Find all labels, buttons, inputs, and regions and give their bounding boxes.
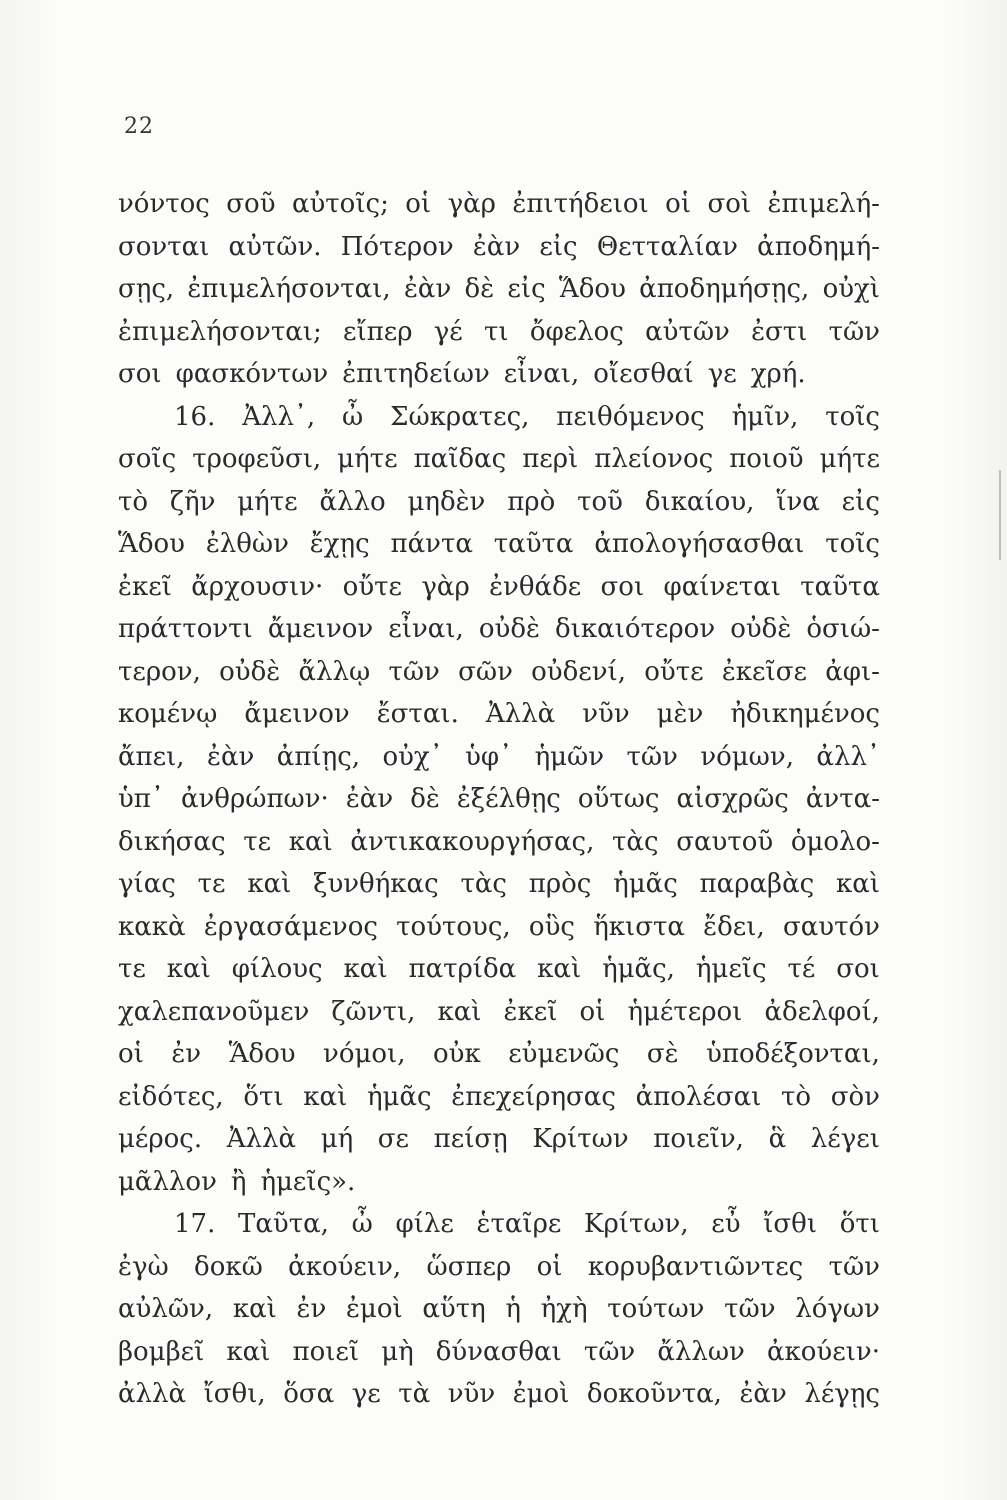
page-edge-shadow [999,470,1001,560]
text-line: τερον, οὐδὲ ἄλλῳ τῶν σῶν οὐδενί, οὔτε ἐκεῖσε ἀφι- [118,656,880,687]
text-line: οἱ ἐν Ἅδου νόμοι, οὐκ εὐμενῶς σὲ ὑποδέξονται, [118,1039,880,1069]
text-line: 16. Ἀλλ᾽, ὦ Σώκρατες, πειθόμενος ἡμῖν, τοῖς [174,401,880,432]
text-line: σοῖς τροφεῦσι, μήτε παῖδας περὶ πλείονος ποιοῦ μήτε [118,444,880,474]
text-line: βομβεῖ καὶ ποιεῖ μὴ δύνασθαι τῶν ἄλλων ἀκούειν· [118,1336,880,1367]
page-number: 22 [124,114,154,139]
text-line: νόντος σοῦ αὐτοῖς; οἱ γὰρ ἐπιτήδειοι οἱ σοὶ ἐπιμελή- [118,189,880,219]
text-line: μέρος. Ἀλλὰ μή σε πείσῃ Κρίτων ποιεῖν, ἃ λέγει [118,1124,880,1154]
text-line: ἐπιμελήσονται; εἴπερ γέ τι ὄφελος αὐτῶν ἐστι τῶν [118,316,880,347]
text-line: κομένῳ ἄμεινον ἔσται. Ἀλλὰ νῦν μὲν ἠδικημένος [118,699,880,729]
text-line: σονται αὐτῶν. Πότερον ἐὰν εἰς Θετταλίαν ἀποδημή- [118,231,880,262]
text-line: ἀλλὰ ἴσθι, ὅσα γε τὰ νῦν ἐμοὶ δοκοῦντα, ἐὰν λέγῃς [118,1379,880,1409]
text-line: μᾶλλον ἢ ἡμεῖς». [118,1166,356,1197]
text-line: εἰδότες, ὅτι καὶ ἡμᾶς ἐπεχείρησας ἀπολέσαι τὸ σὸν [118,1081,880,1112]
text-line: τὸ ζῆν μήτε ἄλλο μηδὲν πρὸ τοῦ δικαίου, ἵνα εἰς [118,486,880,517]
text-line: ἄπει, ἐὰν ἀπίῃς, οὐχ᾽ ὑφ᾽ ἡμῶν τῶν νόμων, ἀλλ᾽ [118,741,880,772]
text-line: χαλεπανοῦμεν ζῶντι, καὶ ἐκεῖ οἱ ἡμέτεροι ἀδελφοί, [118,996,880,1027]
text-line: 17. Ταῦτα, ὦ φίλε ἑταῖρε Κρίτων, εὖ ἴσθι ὅτι [174,1209,880,1239]
body-text [118,183,880,1416]
text-line: ἐγὼ δοκῶ ἀκούειν, ὥσπερ οἱ κορυβαντιῶντες τῶν [118,1251,880,1282]
text-line: γίας τε καὶ ξυνθήκας τὰς πρὸς ἡμᾶς παραβὰς καὶ [118,869,880,899]
text-line: σῃς, ἐπιμελήσονται, ἐὰν δὲ εἰς Ἅδου ἀποδημήσῃς, οὐχὶ [118,274,880,304]
text-line: σοι φασκόντων ἐπιτηδείων εἶναι, οἴεσθαί γε χρή. [118,359,806,389]
text-line: Ἅδου ἐλθὼν ἔχῃς πάντα ταῦτα ἀπολογήσασθαι τοῖς [118,529,880,559]
text-line: αὐλῶν, καὶ ἐν ἐμοὶ αὕτη ἡ ἠχὴ τούτων τῶν λόγων [118,1294,880,1324]
text-line: ἐκεῖ ἄρχουσιν· οὔτε γὰρ ἐνθάδε σοι φαίνεται ταῦτα [118,571,880,602]
text-line: κακὰ ἐργασάμενος τούτους, οὓς ἥκιστα ἔδει, σαυτόν [118,911,880,942]
text-line: ὑπ᾽ ἀνθρώπων· ἐὰν δὲ ἐξέλθῃς οὕτως αἰσχρῶς ἀντα- [118,784,880,814]
text-line: πράττοντι ἄμεινον εἶναι, οὐδὲ δικαιότερον οὐδὲ ὁσιώ- [118,614,880,644]
text-line: δικήσας τε καὶ ἀντικακουργήσας, τὰς σαυτοῦ ὁμολο- [118,826,880,857]
text-line: τε καὶ φίλους καὶ πατρίδα καὶ ἡμᾶς, ἡμεῖς τέ σοι [118,954,880,984]
